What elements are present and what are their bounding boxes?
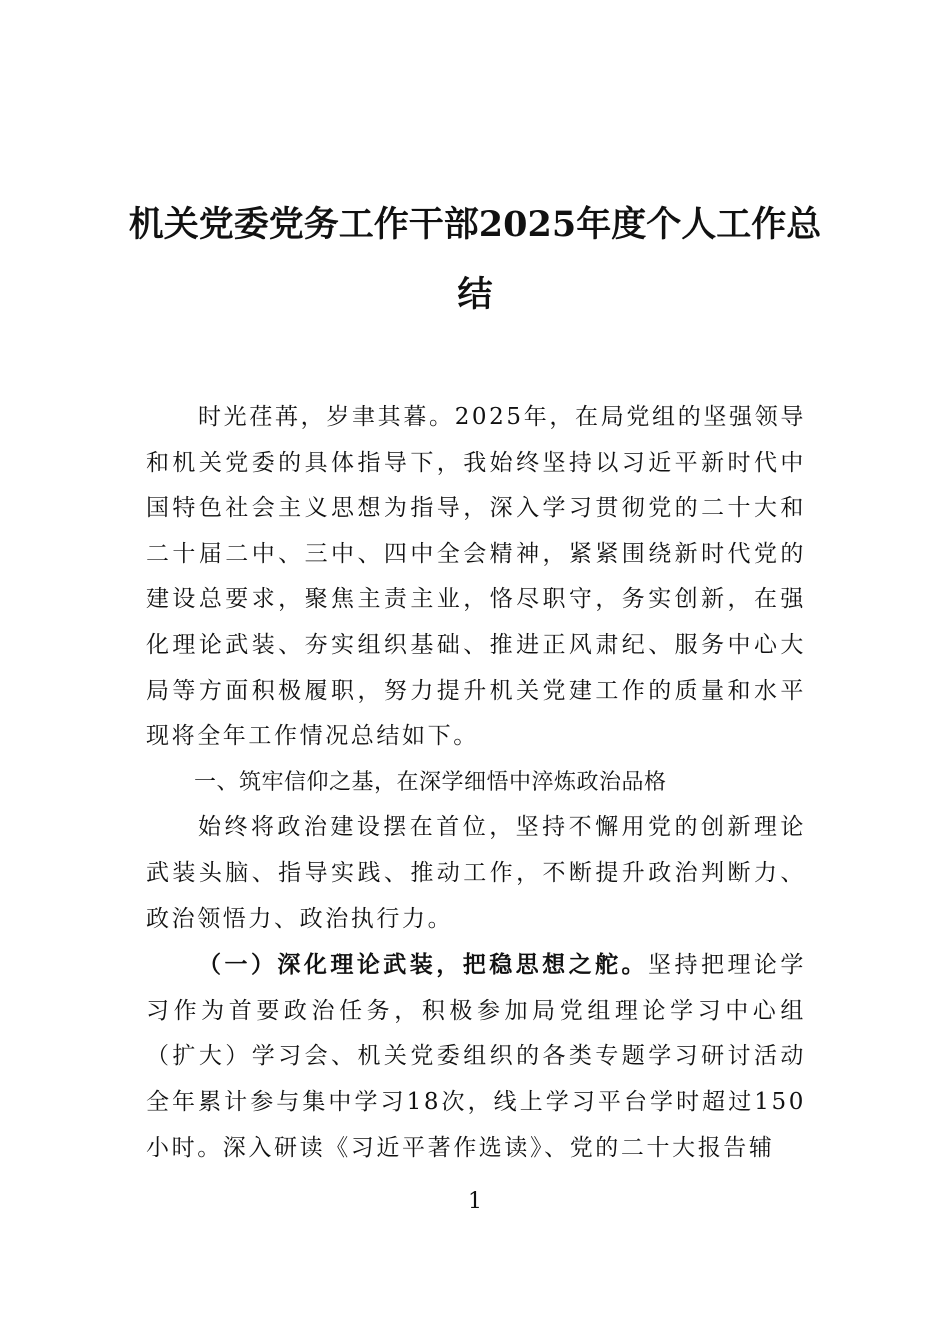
section-heading: 一、筑牢信仰之基，在深学细悟中淬炼政治品格	[194, 769, 667, 795]
section-intro-paragraph: 始终将政治建设摆在首位，坚持不懈用党的创新理论武装头脑、指导实践、推动工作，不断提升政治判断力、政治领悟力、政治执行力。	[146, 814, 806, 932]
subsection-body: 坚持把理论学习作为首要政治任务，积极参加局党组理论学习中心组（扩大）学习会、机关党委组织的各类专题学习研讨活动全年累计参与集中学习18次，线上学习平台学时超过150小时。深入研读《习近平著作选读》、党的二十大报告辅	[146, 952, 806, 1161]
subsection-paragraph	[146, 942, 806, 1171]
subsection-heading: （一）深化理论武装，把稳思想之舵。	[198, 951, 649, 979]
intro-paragraph: 时光荏苒，岁聿其暮。2025年，在局党组的坚强领导和机关党委的具体指导下，我始终坚持以习近平新时代中国特色社会主义思想为指导，深入学习贯彻党的二十大和二十届二中、三中、四中全会精神，紧紧围绕新时代党的建设总要求，聚焦主责主业，恪尽职守，务实创新，在强化理论武装、夯实组织基础、推进正风肃纪、服务中心大局等方面积极履职，努力提升机关党建工作的质量和水平现将全年工作情况总结如下。	[146, 404, 806, 750]
page-number: 1	[468, 1189, 482, 1214]
document-title: 机关党委党务工作干部2025年度个人工作总结	[128, 204, 822, 315]
document-body	[146, 395, 806, 1171]
